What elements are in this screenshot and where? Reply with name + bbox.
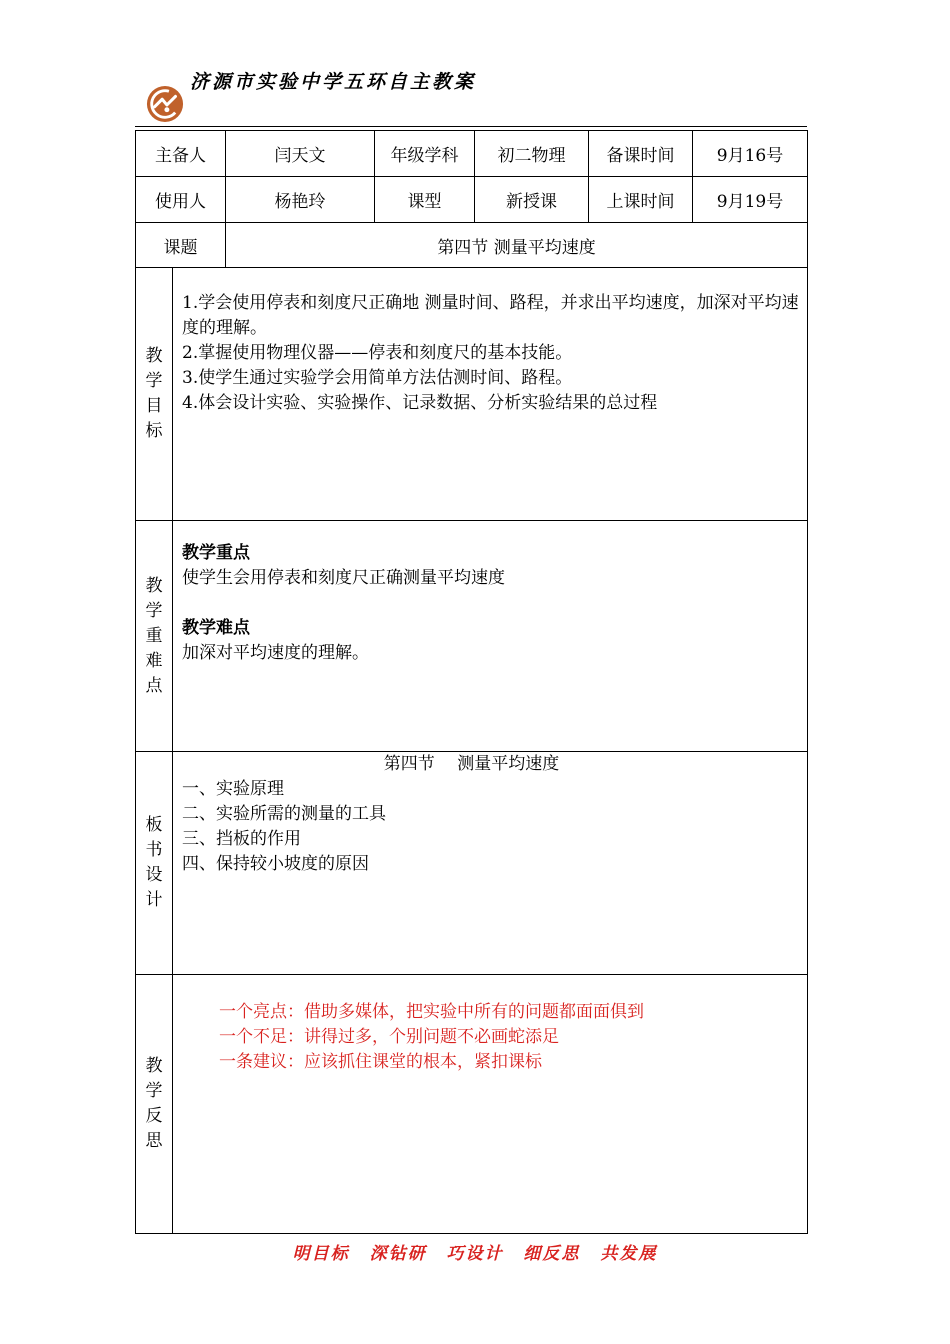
goals-label-char: 学 — [145, 371, 163, 391]
reflection-line: 一个亮点：借助多媒体，把实验中所有的问题都面面俱到 — [219, 1002, 644, 1022]
reflection-label — [136, 975, 173, 1234]
school-logo-icon — [146, 85, 184, 123]
board-label-char: 板 — [145, 815, 163, 835]
goals-row — [136, 268, 808, 521]
reflection-label-char: 学 — [145, 1081, 163, 1101]
key-points-label-char: 点 — [145, 675, 163, 696]
reflection-line: 一个不足：讲得过多，个别问题不必画蛇添足 — [219, 1027, 559, 1047]
grade-subject-value: 初二物理 — [475, 131, 589, 177]
key-points-label-char: 学 — [145, 600, 163, 621]
reflection-label-char: 教 — [145, 1056, 163, 1076]
focus-heading: 教学重点 — [182, 543, 250, 563]
grade-subject-label: 年级学科 — [375, 131, 475, 177]
lesson-type-label: 课型 — [375, 177, 475, 223]
class-time-value: 9月19号 — [693, 177, 808, 223]
goal-item: 2.掌握使用物理仪器——停表和刻度尺的基本技能。 — [182, 343, 573, 363]
goal-item: 1.学会使用停表和刻度尺正确地 测量时间、路程，并求出平均速度，加深对平均速度的理解。 — [182, 293, 799, 338]
topic-row — [136, 223, 808, 268]
lesson-type-value: 新授课 — [475, 177, 589, 223]
key-points-label — [136, 521, 173, 752]
class-time-label: 上课时间 — [589, 177, 693, 223]
goal-item: 3.使学生通过实验学会用简单方法估测时间、路程。 — [182, 368, 573, 388]
board-line: 一、实验原理 — [182, 779, 284, 799]
reflection-label-char: 反 — [145, 1106, 163, 1126]
board-line: 二、实验所需的测量的工具 — [182, 804, 386, 824]
difficulty-text: 加深对平均速度的理解。 — [182, 643, 369, 663]
board-line: 四、保持较小坡度的原因 — [182, 854, 369, 874]
footer-motto: 明目标 深钻研 巧设计 细反思 共发展 — [292, 1244, 658, 1264]
key-points-label-char: 重 — [145, 625, 163, 646]
key-points-label-char: 难 — [145, 650, 163, 671]
user-value: 杨艳玲 — [226, 177, 375, 223]
goals-label — [136, 268, 173, 521]
school-title: 济源市实验中学五环自主教案 — [190, 71, 477, 93]
lesson-plan-table — [135, 130, 808, 1234]
focus-text: 使学生会用停表和刻度尺正确测量平均速度 — [182, 568, 505, 588]
info-row-planner — [136, 131, 808, 177]
goals-label-char: 目 — [145, 396, 163, 416]
board-label-char: 设 — [145, 865, 163, 885]
board-design-content — [173, 752, 808, 975]
header-divider — [135, 126, 807, 127]
topic-label: 课题 — [136, 223, 226, 268]
board-label-char: 计 — [145, 890, 163, 910]
key-points-row — [136, 521, 808, 752]
board-design-label — [136, 752, 173, 975]
goals-label-char: 标 — [145, 421, 163, 441]
goals-content — [173, 268, 808, 521]
difficulty-heading: 教学难点 — [182, 618, 250, 638]
key-points-label-char: 教 — [145, 575, 163, 596]
goal-item: 4.体会设计实验、实验操作、记录数据、分析实验结果的总过程 — [182, 393, 658, 413]
key-points-content — [173, 521, 808, 752]
reflection-content — [173, 975, 808, 1234]
prep-time-label: 备课时间 — [589, 131, 693, 177]
reflection-row — [136, 975, 808, 1234]
topic-value: 第四节 测量平均速度 — [226, 223, 808, 268]
spacer — [182, 591, 801, 616]
planner-label: 主备人 — [136, 131, 226, 177]
board-label-char: 书 — [145, 840, 163, 860]
board-title: 第四节 测量平均速度 — [383, 754, 560, 774]
planner-value: 闫天文 — [226, 131, 375, 177]
reflection-label-char: 思 — [145, 1131, 163, 1151]
board-design-row — [136, 752, 808, 975]
prep-time-value: 9月16号 — [693, 131, 808, 177]
info-row-user — [136, 177, 808, 223]
goals-label-char: 教 — [145, 346, 163, 366]
board-line: 三、挡板的作用 — [182, 829, 301, 849]
user-label: 使用人 — [136, 177, 226, 223]
reflection-line: 一条建议：应该抓住课堂的根本，紧扣课标 — [219, 1052, 542, 1072]
